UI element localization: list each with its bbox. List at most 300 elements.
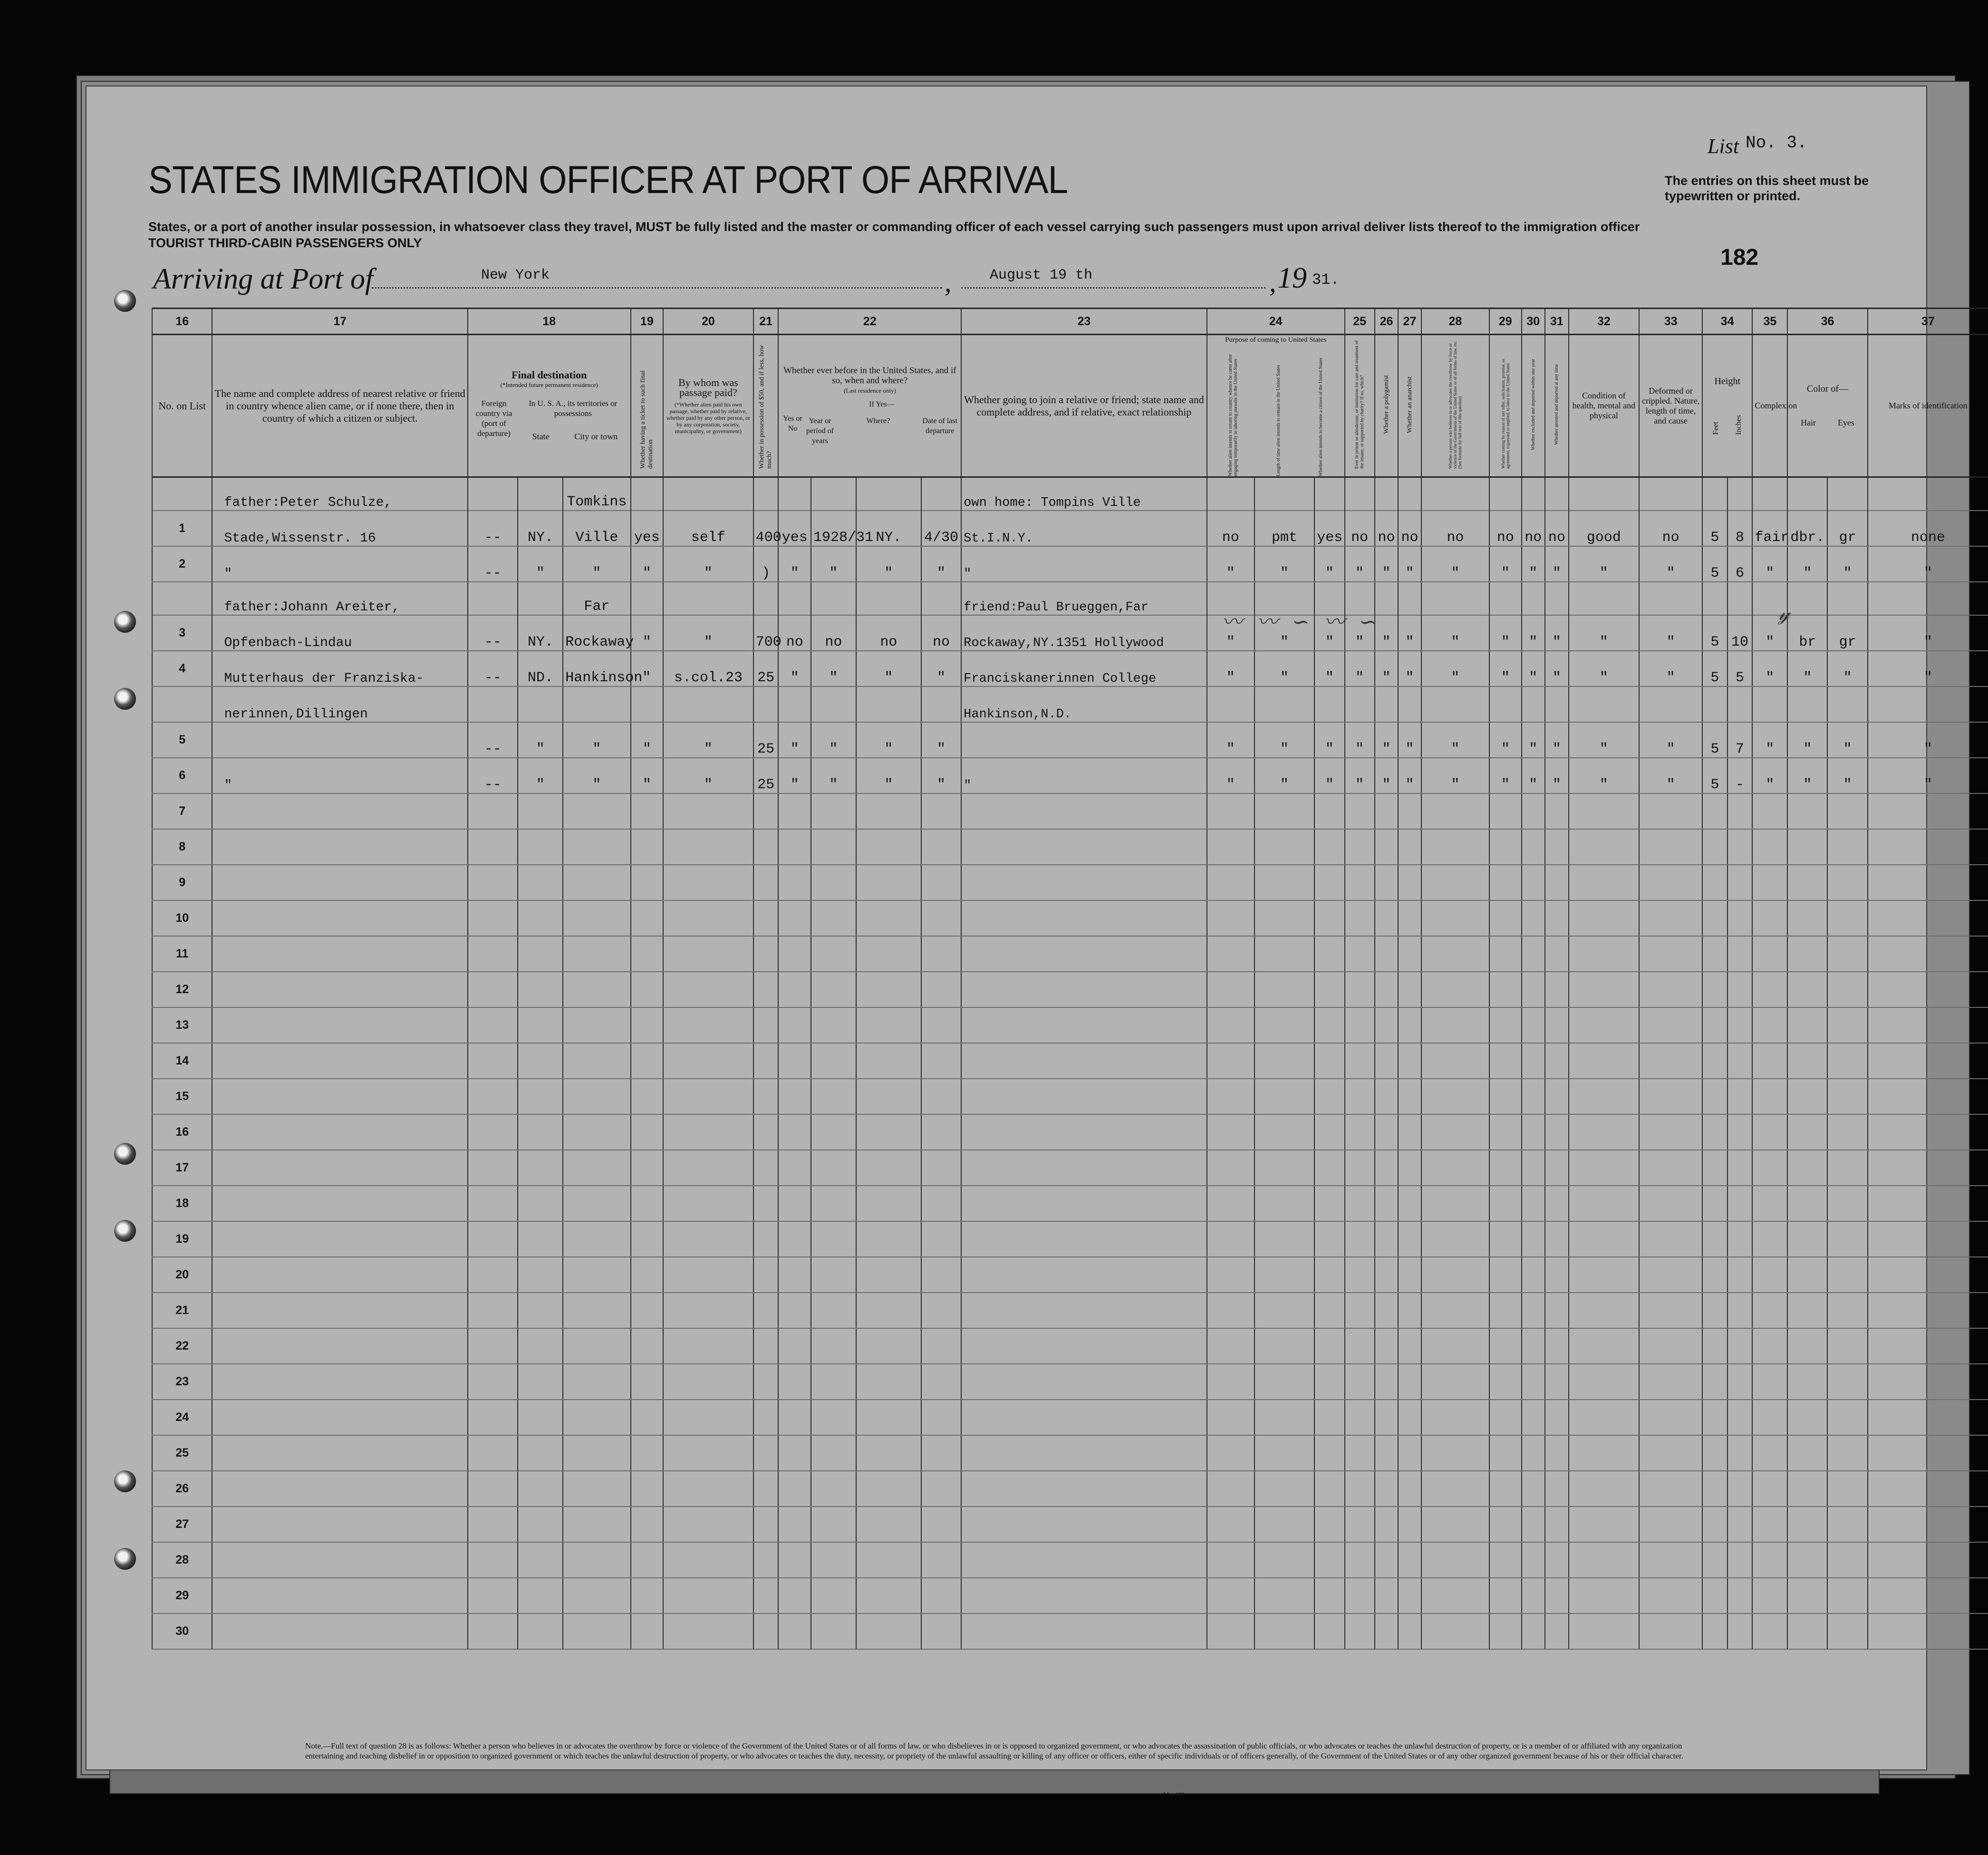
- port-field-line: [372, 287, 942, 289]
- cell-state-empty: [518, 1435, 563, 1471]
- cell-poly-empty: [1375, 1435, 1399, 1471]
- cell-ticket: ": [631, 546, 664, 582]
- cell-rel-empty: [961, 1114, 1206, 1150]
- cell-purp_a-empty: [1207, 900, 1255, 936]
- cell-money-empty: [753, 1400, 779, 1435]
- cell-c28: ": [1421, 546, 1489, 582]
- cell-purp_a-empty: [1207, 1257, 1255, 1293]
- cell-money: 400: [753, 511, 779, 546]
- cell-lastdep-empty: [921, 1150, 961, 1186]
- cell-state-empty: [518, 1328, 563, 1364]
- cell-inches-empty: [1727, 1471, 1753, 1507]
- cell-ticket-empty: [631, 972, 664, 1007]
- city-label: City or town: [574, 432, 618, 441]
- cell-city-empty: [563, 1186, 630, 1221]
- cell-yesno-empty: [778, 1471, 811, 1507]
- cell-ticket-empty: [631, 1578, 664, 1613]
- cell-feet-empty: [1702, 1007, 1727, 1043]
- cell-health-prefix: [1569, 582, 1640, 615]
- cell-feet: 5: [1702, 722, 1727, 758]
- cell-city: Ville: [563, 511, 630, 546]
- cell-marks-empty: [1868, 1328, 1988, 1364]
- cell-addr-empty: [212, 865, 468, 900]
- cell-hair-empty: [1787, 1221, 1827, 1257]
- cell-c29-continuation: [1489, 686, 1521, 722]
- cell-deformed-empty: [1639, 1007, 1702, 1043]
- cell-city-empty: [563, 1613, 630, 1649]
- cell-ticket-empty: [631, 1435, 664, 1471]
- cell-anarch: ": [1398, 758, 1421, 793]
- cell-eyes-prefix: [1827, 582, 1867, 615]
- cell-addr-empty: [212, 1471, 468, 1507]
- cell-deformed-empty: [1639, 1507, 1702, 1542]
- cell-c28-empty: [1421, 1613, 1489, 1649]
- cell-state-empty: [518, 793, 563, 829]
- cell-paid-empty: [663, 1043, 753, 1079]
- cell-feet-prefix: [1702, 582, 1727, 615]
- cell-money: 25: [753, 758, 779, 793]
- cell-eyes-empty: [1827, 1114, 1867, 1150]
- cell-anarch-empty: [1398, 972, 1421, 1007]
- cell-yesno-continuation: [778, 686, 811, 722]
- cell-hair-empty: [1787, 1542, 1827, 1578]
- row-number-cell: 23: [152, 1364, 212, 1400]
- cell-ticket-empty: [631, 1328, 664, 1364]
- cell-deformed-empty: [1639, 1400, 1702, 1435]
- cell-complexion-empty: [1752, 1578, 1787, 1613]
- cell-addr-empty: [212, 1613, 468, 1649]
- cell-health-empty: [1569, 1507, 1640, 1542]
- cell-c28-empty: [1421, 1257, 1489, 1293]
- cell-purp_c-empty: [1314, 1043, 1344, 1079]
- cell-purp_b-empty: [1255, 1471, 1314, 1507]
- column-number: 20: [663, 309, 753, 335]
- cell-inches: 7: [1727, 722, 1753, 758]
- cell-complexion: fair: [1752, 511, 1787, 546]
- cell-paid-prefix: [663, 477, 753, 511]
- cell-yesno-empty: [778, 1043, 811, 1079]
- previous-us-title: Whether ever before in the United States, and if so, when and where?: [783, 366, 956, 386]
- cell-eyes: ": [1827, 546, 1867, 582]
- cell-marks-empty: [1868, 1364, 1988, 1400]
- cell-c29-empty: [1489, 1542, 1521, 1578]
- cell-deformed-empty: [1639, 1542, 1702, 1578]
- cell-purp_b-continuation: [1255, 686, 1314, 722]
- cell-purp_a-empty: [1207, 1471, 1255, 1507]
- cell-marks-empty: [1868, 1400, 1988, 1435]
- cell-via-empty: [468, 1364, 518, 1400]
- cell-purp_a-empty: [1207, 1507, 1255, 1542]
- cell-hair-empty: [1787, 793, 1827, 829]
- cell-years: 1928/31: [811, 511, 856, 546]
- cell-where: no: [856, 615, 921, 651]
- arrival-comma: ,: [1269, 267, 1276, 298]
- row-number-cell: 11: [152, 936, 212, 972]
- cell-eyes-empty: [1827, 829, 1867, 865]
- cell-ticket: ": [631, 615, 664, 651]
- cell-state-prefix: [518, 582, 563, 615]
- cell-rel-continuation: Hankinson,N.D.: [961, 686, 1206, 722]
- cell-complexion-empty: [1752, 1613, 1787, 1649]
- cell-poly-empty: [1375, 1150, 1399, 1186]
- cell-ticket-empty: [631, 1079, 664, 1114]
- cell-state-empty: [518, 936, 563, 972]
- cell-rel-empty: [961, 1471, 1206, 1507]
- cell-via-continuation: [468, 686, 518, 722]
- row-number-cell: 12: [152, 972, 212, 1007]
- cell-paid: s.col.23: [663, 651, 753, 686]
- cell-state-empty: [518, 1293, 563, 1328]
- cell-rel-empty: [961, 829, 1206, 865]
- cell-purp_b: ": [1255, 615, 1314, 651]
- cell-paid-prefix: [663, 582, 753, 615]
- cell-hair: ": [1787, 546, 1827, 582]
- cell-lastdep-empty: [921, 1079, 961, 1114]
- cell-rel-empty: [961, 1328, 1206, 1364]
- cell-deformed-prefix: [1639, 477, 1702, 511]
- col-excluded-label: [1522, 335, 1545, 477]
- cell-state: NY.: [518, 511, 563, 546]
- manifest-table-body: [152, 477, 1988, 1650]
- cell-deformed-empty: [1639, 1293, 1702, 1328]
- cell-paid-empty: [663, 1542, 753, 1578]
- table-row: [152, 722, 1988, 758]
- cell-c30-continuation: [1522, 686, 1545, 722]
- cell-c31: ": [1545, 758, 1569, 793]
- cell-feet-empty: [1702, 1328, 1727, 1364]
- cell-deformed-empty: [1639, 1186, 1702, 1221]
- cell-complexion-empty: [1752, 865, 1787, 900]
- cell-ticket-empty: [631, 1400, 664, 1435]
- cell-prison: ": [1345, 651, 1375, 686]
- cell-complexion-empty: [1752, 1221, 1787, 1257]
- cell-via-empty: [468, 1114, 518, 1150]
- cell-years-empty: [811, 1471, 856, 1507]
- cell-eyes-empty: [1827, 1613, 1867, 1649]
- state-label: State: [532, 432, 550, 441]
- cell-purp_a-empty: [1207, 1400, 1255, 1435]
- cell-inches-empty: [1727, 1043, 1753, 1079]
- cell-addr-empty: [212, 1257, 468, 1293]
- cell-anarch: ": [1398, 546, 1421, 582]
- cell-poly-empty: [1375, 1043, 1399, 1079]
- cell-where-empty: [856, 1007, 921, 1043]
- cell-city-empty: [563, 1007, 630, 1043]
- cell-money-empty: [753, 793, 779, 829]
- cell-city-empty: [563, 972, 630, 1007]
- cell-eyes-empty: [1827, 1507, 1867, 1542]
- cell-deformed-empty: [1639, 829, 1702, 865]
- cell-feet-empty: [1702, 1221, 1727, 1257]
- cell-hair-prefix: [1787, 477, 1827, 511]
- cell-yesno-prefix: [778, 477, 811, 511]
- cell-c31-empty: [1545, 793, 1569, 829]
- cell-ticket-empty: [631, 793, 664, 829]
- cell-feet-empty: [1702, 1114, 1727, 1150]
- cell-deformed-continuation: [1639, 686, 1702, 722]
- cell-rel: Franciskanerinnen College: [961, 651, 1206, 686]
- cell-eyes-continuation: [1827, 686, 1867, 722]
- cell-prison-empty: [1345, 865, 1375, 900]
- cell-c28: ": [1421, 651, 1489, 686]
- cell-c28-empty: [1421, 1186, 1489, 1221]
- cell-health-empty: [1569, 1435, 1640, 1471]
- cell-years-empty: [811, 793, 856, 829]
- cell-hair-empty: [1787, 1400, 1827, 1435]
- cell-paid-empty: [663, 1578, 753, 1613]
- cell-complexion-empty: [1752, 936, 1787, 972]
- cell-marks-empty: [1868, 1079, 1988, 1114]
- cell-inches-empty: [1727, 1257, 1753, 1293]
- cell-c30-empty: [1522, 865, 1545, 900]
- cell-where-empty: [856, 1079, 921, 1114]
- cell-money-empty: [753, 1007, 779, 1043]
- cell-hair-empty: [1787, 1114, 1827, 1150]
- cell-addr-continuation: nerinnen,Dillingen: [212, 686, 468, 722]
- cell-hair-continuation: [1787, 686, 1827, 722]
- cell-c29-empty: [1489, 972, 1521, 1007]
- cell-city-empty: [563, 1471, 630, 1507]
- table-row: [152, 1613, 1988, 1649]
- cell-money-empty: [753, 1578, 779, 1613]
- cell-purp_c-empty: [1314, 972, 1344, 1007]
- cell-via-empty: [468, 1400, 518, 1435]
- cell-years-prefix: [811, 477, 856, 511]
- cell-health-continuation: [1569, 686, 1640, 722]
- cell-inches-prefix: [1727, 477, 1753, 511]
- cell-anarch-prefix: [1398, 582, 1421, 615]
- cell-marks: ": [1868, 615, 1988, 651]
- cell-where-prefix: [856, 477, 921, 511]
- cell-c30: ": [1522, 758, 1545, 793]
- cell-c29-empty: [1489, 865, 1521, 900]
- cell-poly-empty: [1375, 1186, 1399, 1221]
- cell-addr-empty: [212, 1007, 468, 1043]
- cell-feet-empty: [1702, 972, 1727, 1007]
- col-money-label: [753, 335, 779, 477]
- cell-inches-empty: [1727, 1114, 1753, 1150]
- cell-health-empty: [1569, 1293, 1640, 1328]
- cell-paid: ": [663, 615, 753, 651]
- cell-ticket-empty: [631, 1364, 664, 1400]
- cell-yesno-empty: [778, 1079, 811, 1114]
- cell-state-empty: [518, 1507, 563, 1542]
- cell-rel-empty: [961, 1079, 1206, 1114]
- cell-c31-empty: [1545, 1364, 1569, 1400]
- cell-complexion-prefix: [1752, 477, 1787, 511]
- handwritten-annotation: 𝓎: [1778, 601, 1790, 625]
- cell-ticket-continuation: [631, 686, 664, 722]
- cell-purp_a: ": [1207, 651, 1255, 686]
- cell-ticket-empty: [631, 1007, 664, 1043]
- cell-years: ": [811, 722, 856, 758]
- col-marks-label: Marks of identification: [1868, 335, 1988, 477]
- cell-yesno-empty: [778, 936, 811, 972]
- cell-poly-empty: [1375, 1293, 1399, 1328]
- cell-years-empty: [811, 1400, 856, 1435]
- cell-c30-empty: [1522, 972, 1545, 1007]
- cell-c29-empty: [1489, 1114, 1521, 1150]
- cell-eyes-empty: [1827, 1257, 1867, 1293]
- cell-c28-empty: [1421, 1150, 1489, 1186]
- table-row: [152, 1507, 1988, 1542]
- cell-purp_b-empty: [1255, 1150, 1314, 1186]
- cell-city-empty: [563, 1293, 630, 1328]
- cell-c28-empty: [1421, 1043, 1489, 1079]
- cell-rel-empty: [961, 1186, 1206, 1221]
- cell-city-empty: [563, 900, 630, 936]
- cell-deformed-empty: [1639, 972, 1702, 1007]
- cell-health-empty: [1569, 1007, 1640, 1043]
- cell-lastdep-empty: [921, 1578, 961, 1613]
- cell-c29: no: [1489, 511, 1521, 546]
- cell-rel: St.I.N.Y.: [961, 511, 1206, 546]
- cell-c30: ": [1522, 615, 1545, 651]
- cell-inches: 6: [1727, 546, 1753, 582]
- cell-c30-empty: [1522, 1293, 1545, 1328]
- cell-via-empty: [468, 865, 518, 900]
- cell-ticket-empty: [631, 1186, 664, 1221]
- cell-c28-continuation: [1421, 686, 1489, 722]
- row-number-cell: 25: [152, 1435, 212, 1471]
- cell-ticket-empty: [631, 1542, 664, 1578]
- cell-c28-empty: [1421, 1364, 1489, 1400]
- cell-poly-empty: [1375, 1114, 1399, 1150]
- cell-c30-empty: [1522, 1578, 1545, 1613]
- cell-c30-empty: [1522, 1257, 1545, 1293]
- cell-complexion-empty: [1752, 1328, 1787, 1364]
- cell-money-empty: [753, 1043, 779, 1079]
- anarchist-label-text: Whether an anarchist: [1406, 376, 1413, 433]
- final-destination-sub: (*Intended future permanent residence): [500, 381, 598, 388]
- cell-deformed-empty: [1639, 793, 1702, 829]
- overthrow-label-text: Whether a person who believes in or advocates the overthrow by force or violence of the Government of the United States or of all forms of law, etc. (See footnote for full text of this question): [1448, 340, 1463, 469]
- cell-yesno-empty: [778, 1542, 811, 1578]
- cell-anarch-empty: [1398, 1542, 1421, 1578]
- cell-years-empty: [811, 865, 856, 900]
- row-number-cell: 7: [152, 793, 212, 829]
- cell-prison: ": [1345, 722, 1375, 758]
- cell-addr-empty: [212, 1150, 468, 1186]
- last-departure-label: Date of last departure: [922, 417, 958, 435]
- cell-complexion-empty: [1752, 1043, 1787, 1079]
- cell-marks-empty: [1868, 1613, 1988, 1649]
- col-height-label: [1702, 335, 1752, 477]
- cell-purp_c-empty: [1314, 1150, 1344, 1186]
- cell-purp_c: ": [1314, 615, 1344, 651]
- table-row: [152, 1328, 1988, 1364]
- cell-addr: Mutterhaus der Franziska-: [212, 651, 468, 686]
- cell-purp_b-empty: [1255, 1293, 1314, 1328]
- cell-city-empty: [563, 1400, 630, 1435]
- cell-anarch: ": [1398, 651, 1421, 686]
- cell-where: NY.: [856, 511, 921, 546]
- cell-paid-empty: [663, 1435, 753, 1471]
- column-number-row: [152, 309, 1988, 335]
- table-row: [152, 1435, 1988, 1471]
- cell-eyes-empty: [1827, 1043, 1867, 1079]
- passage-paid-note: (*Whether alien paid his own passage, whether paid by relative, whether paid by any other person, or by any corporation, society, municipality, or government): [666, 401, 751, 435]
- cell-paid-empty: [663, 1613, 753, 1649]
- cell-anarch-empty: [1398, 1043, 1421, 1079]
- cell-c28-empty: [1421, 1435, 1489, 1471]
- cell-eyes-empty: [1827, 1435, 1867, 1471]
- cell-feet: 5: [1702, 615, 1727, 651]
- cell-ticket-empty: [631, 936, 664, 972]
- cell-complexion-empty: [1752, 1400, 1787, 1435]
- subtitle-passenger-class: TOURIST THIRD-CABIN PASSENGERS ONLY: [148, 236, 422, 250]
- cell-purp_b-empty: [1255, 936, 1314, 972]
- cell-c30-empty: [1522, 1328, 1545, 1364]
- cell-purp_b-empty: [1255, 1007, 1314, 1043]
- table-row: [152, 936, 1988, 972]
- cell-state: ND.: [518, 651, 563, 686]
- cell-complexion: ": [1752, 722, 1787, 758]
- row-number-cell: 15: [152, 1079, 212, 1114]
- table-row: [152, 793, 1988, 829]
- cell-where-empty: [856, 1114, 921, 1150]
- cell-purp_a-continuation: [1207, 686, 1255, 722]
- cell-addr: [212, 722, 468, 758]
- cell-prison-empty: [1345, 1293, 1375, 1328]
- row-number-cell: 13: [152, 1007, 212, 1043]
- cell-yesno-empty: [778, 1186, 811, 1221]
- cell-addr-empty: [212, 1079, 468, 1114]
- cell-years-empty: [811, 1507, 856, 1542]
- cell-c29: ": [1489, 651, 1521, 686]
- cell-years-empty: [811, 1364, 856, 1400]
- cell-health-empty: [1569, 829, 1640, 865]
- cell-eyes: ": [1827, 722, 1867, 758]
- cell-marks-empty: [1868, 1150, 1988, 1186]
- column-number: 37: [1868, 309, 1988, 335]
- cell-prison-empty: [1345, 1435, 1375, 1471]
- cell-c29-empty: [1489, 829, 1521, 865]
- cell-purp_a-prefix: [1207, 477, 1255, 511]
- cell-prison-empty: [1345, 1257, 1375, 1293]
- cell-feet-empty: [1702, 936, 1727, 972]
- cell-deformed-prefix: [1639, 582, 1702, 615]
- table-row: [152, 1400, 1988, 1435]
- cell-prison-empty: [1345, 1400, 1375, 1435]
- row-number-cell: 4: [152, 651, 212, 686]
- cell-c28: ": [1421, 615, 1489, 651]
- cell-c30-empty: [1522, 1435, 1545, 1471]
- cell-c31-empty: [1545, 1293, 1569, 1328]
- cell-complexion: ": [1752, 758, 1787, 793]
- cell-marks: ": [1868, 651, 1988, 686]
- cell-complexion-empty: [1752, 1293, 1787, 1328]
- cell-purp_c: ": [1314, 651, 1344, 686]
- arrival-port-label: Arriving at Port of: [153, 263, 374, 295]
- cell-inches-continuation: [1727, 686, 1753, 722]
- arrival-date-value: August 19 th: [990, 267, 1093, 283]
- cell-c28-empty: [1421, 1293, 1489, 1328]
- column-number: 18: [468, 309, 631, 335]
- row-number-cell: 29: [152, 1578, 212, 1613]
- cell-health-empty: [1569, 1079, 1640, 1114]
- cell-addr-empty: [212, 1435, 468, 1471]
- cell-feet-empty: [1702, 900, 1727, 936]
- cell-inches: -: [1727, 758, 1753, 793]
- cell-state-continuation: [518, 686, 563, 722]
- cell-purp_c-empty: [1314, 1471, 1344, 1507]
- cell-city-empty: [563, 1114, 630, 1150]
- cell-c30-empty: [1522, 793, 1545, 829]
- cell-years-prefix: [811, 582, 856, 615]
- cell-health-prefix: [1569, 477, 1640, 511]
- col-no-on-list-label: No. on List: [152, 335, 212, 477]
